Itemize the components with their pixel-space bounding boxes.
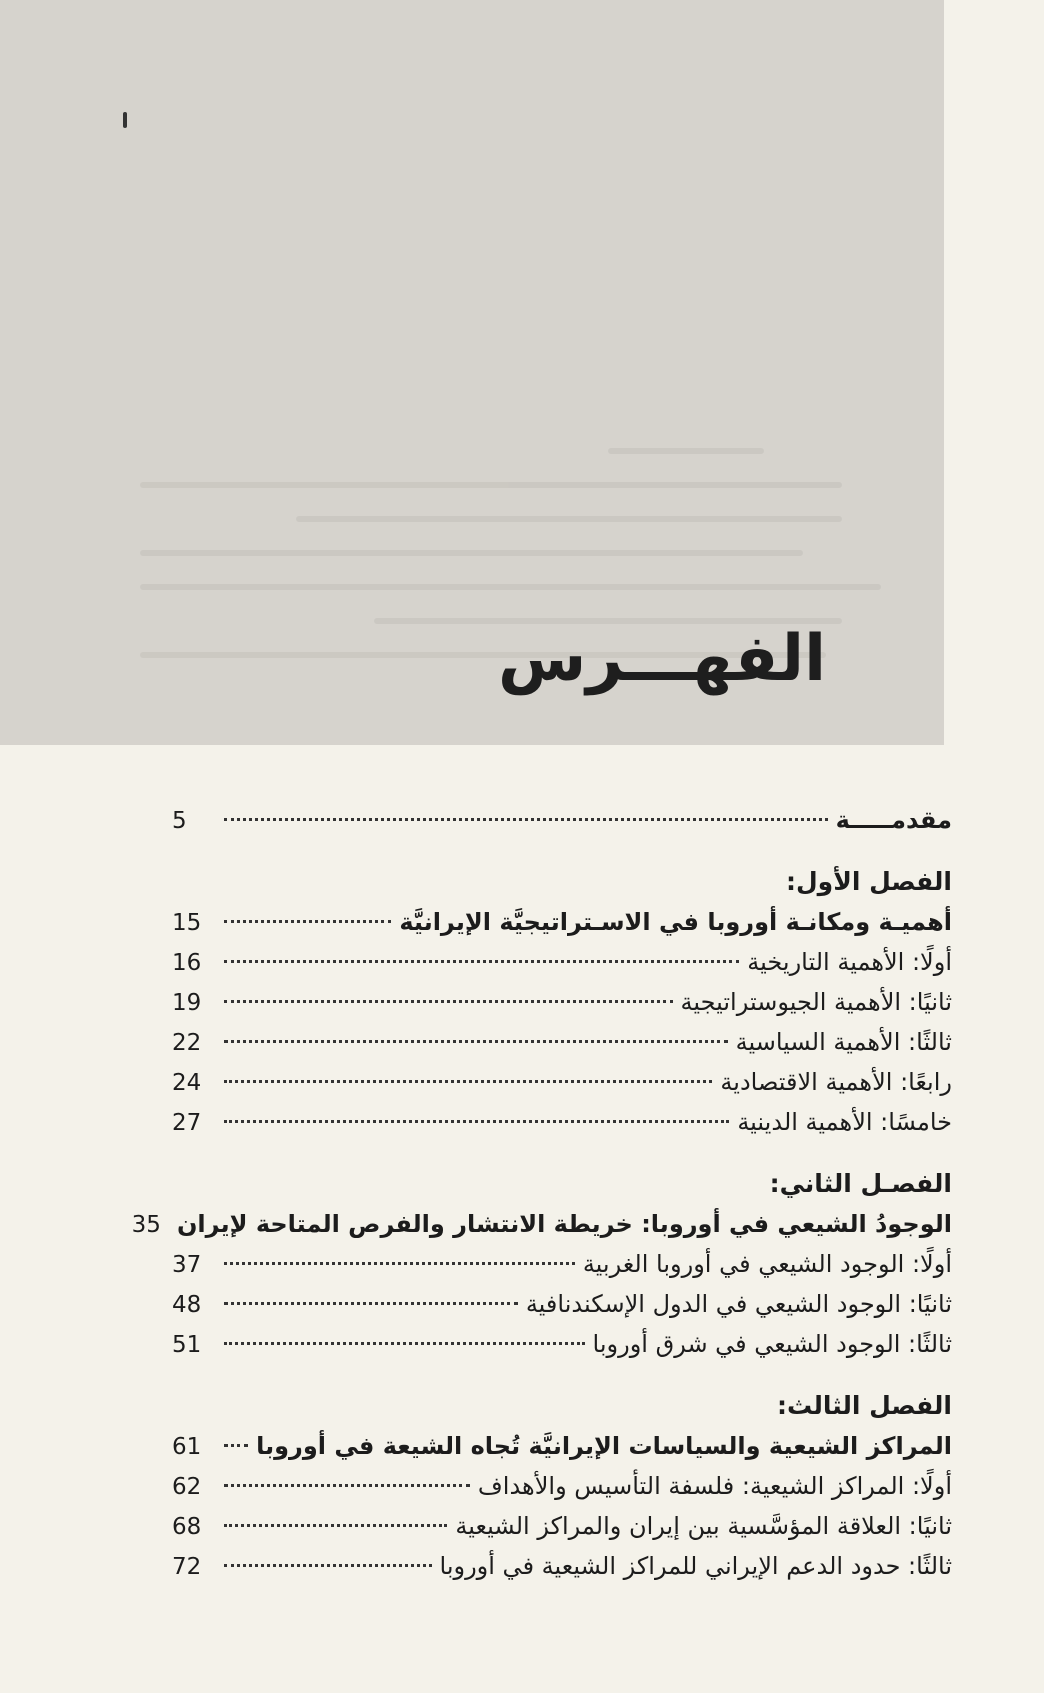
table-of-contents (131, 800, 952, 1586)
ink-speck (123, 112, 127, 128)
chapter-heading: الفصـل الثاني: (769, 1169, 952, 1198)
toc-page-number: 15 (172, 910, 202, 936)
page-title: الفهـــرس (497, 622, 826, 696)
toc-page-number: 22 (172, 1030, 202, 1056)
toc-entry-label: أولًا: الوجود الشيعي في أوروبا الغربية (582, 1250, 952, 1278)
toc-entry-chapter-main[interactable] (172, 1426, 952, 1466)
toc-entry[interactable] (172, 982, 952, 1022)
dot-leader (224, 1262, 575, 1265)
toc-entry-chapter-main[interactable] (172, 902, 952, 942)
dot-leader (224, 960, 739, 963)
toc-page-number: 72 (172, 1554, 202, 1580)
dot-leader (224, 1484, 470, 1487)
toc-page-number: 62 (172, 1474, 202, 1500)
toc-entry-intro[interactable] (172, 800, 952, 840)
chapter-heading: الفصل الثالث: (777, 1391, 952, 1420)
toc-page-number: 27 (172, 1110, 202, 1136)
toc-entry[interactable] (172, 1062, 952, 1102)
show-through-text (140, 420, 920, 750)
dot-leader (224, 1000, 673, 1003)
chapter-heading: الفصل الأول: (785, 867, 952, 896)
toc-entry-label: ثانيًا: الوجود الشيعي في الدول الإسكندنافية (525, 1290, 952, 1318)
toc-entry-label: الوجودُ الشيعي في أوروبا: خريطة الانتشار والفرص المتاحة لإيران (176, 1210, 952, 1238)
toc-entry[interactable] (172, 1466, 952, 1506)
toc-page-number: 24 (172, 1070, 202, 1096)
toc-entry-label: ثانيًا: العلاقة المؤسَّسية بين إيران والمراكز الشيعية (455, 1512, 952, 1540)
toc-entry-label: ثالثًا: الوجود الشيعي في شرق أوروبا (592, 1330, 952, 1358)
toc-entry[interactable] (172, 1284, 952, 1324)
toc-page-number: 5 (172, 808, 187, 834)
toc-entry-label: ثالثًا: الأهمية السياسية (735, 1028, 952, 1056)
toc-entry-label: أهميـة ومكانـة أوروبا في الاسـتراتيجيَّة الإيرانيَّة (399, 908, 952, 936)
toc-entry[interactable] (172, 1546, 952, 1586)
toc-entry[interactable] (172, 1244, 952, 1284)
toc-page-number: 48 (172, 1292, 202, 1318)
dot-leader (224, 1564, 432, 1567)
toc-page-number: 19 (172, 990, 202, 1016)
toc-entry-label: أولًا: الأهمية التاريخية (747, 948, 952, 976)
toc-entry-label: المراكز الشيعية والسياسات الإيرانيَّة تُجاه الشيعة في أوروبا (256, 1432, 952, 1460)
toc-entry-label: ثانيًا: الأهمية الجيوستراتيجية (680, 988, 952, 1016)
toc-entry-label: رابعًا: الأهمية الاقتصادية (720, 1068, 952, 1096)
toc-entry-label: أولًا: المراكز الشيعية: فلسفة التأسيس والأهداف (477, 1472, 952, 1500)
dot-leader (224, 1080, 712, 1083)
dot-leader (224, 1120, 729, 1123)
toc-entry-label: ثالثًا: حدود الدعم الإيراني للمراكز الشيعية في أوروبا (439, 1552, 952, 1580)
toc-entry[interactable] (172, 1022, 952, 1062)
toc-page-number: 68 (172, 1514, 202, 1540)
dot-leader (224, 818, 828, 821)
dot-leader (224, 1302, 518, 1305)
dot-leader (224, 1342, 585, 1345)
toc-entry-label: خامسًا: الأهمية الدينية (737, 1108, 952, 1136)
dot-leader (224, 920, 391, 923)
toc-entry[interactable] (172, 1324, 952, 1364)
toc-entry[interactable] (172, 942, 952, 982)
dot-leader (224, 1524, 447, 1527)
toc-page-number: 35 (131, 1212, 161, 1238)
toc-page-number: 51 (172, 1332, 202, 1358)
toc-entry-chapter-main[interactable] (131, 1204, 952, 1244)
toc-entry[interactable] (172, 1506, 952, 1546)
dot-leader (224, 1444, 248, 1447)
dot-leader (224, 1040, 728, 1043)
toc-page-number: 61 (172, 1434, 202, 1460)
toc-page-number: 37 (172, 1252, 202, 1278)
toc-entry[interactable] (172, 1102, 952, 1142)
toc-page-number: 16 (172, 950, 202, 976)
toc-entry-label: مقدمـــــة (835, 806, 952, 834)
header-block (0, 0, 944, 745)
